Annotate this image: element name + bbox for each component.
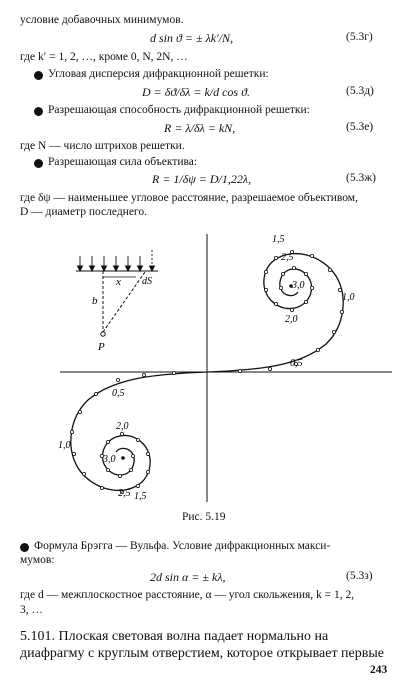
figure-caption: Рис. 5.19 <box>182 511 226 523</box>
equation-number: (5.3д) <box>346 85 374 97</box>
cornu-spiral-figure <box>0 226 406 506</box>
inset-geometry <box>76 250 158 353</box>
equation-5-3z: 2d sin α = ± kλ, <box>150 570 226 584</box>
equation-5-3d: D = δϑ/δλ = k/d cos ϑ. <box>142 85 250 99</box>
bullet-icon <box>34 71 43 80</box>
text-line: где k′ = 1, 2, …, кроме 0, N, 2N, … <box>20 51 188 63</box>
problem-5-101-line1: 5.101. Плоская световая волна падает нормально на <box>20 629 329 644</box>
text-line: D — диаметр последнего. <box>20 206 147 218</box>
equation-5-3g: d sin ϑ = ± λk′/N, <box>150 31 234 45</box>
bullet-icon <box>20 543 29 552</box>
text-line: где δψ — наименьшее угловое расстояние, разрешаемое объективом, <box>20 192 358 204</box>
label-ds: dS <box>142 276 152 287</box>
text-line: где d — межплоскостное расстояние, α — угол скольжения, k = 1, 2, <box>20 589 355 601</box>
label-1-0-lower: 1,0 <box>58 440 71 451</box>
equation-number: (5.3з) <box>346 570 373 582</box>
label-x: x <box>116 276 121 288</box>
text-line: где N — число штрихов решетки. <box>20 140 185 152</box>
bullet-icon <box>34 159 43 168</box>
label-3-0-upper: 3,0 <box>292 280 305 291</box>
problem-5-101-line2: диафрагму с круглым отверстием, которое открывает первые <box>20 646 384 661</box>
text-line: мумов: <box>20 554 55 566</box>
spiral-lower-branch <box>71 372 207 490</box>
bullet-text: Разрешающая способность дифракционной решетки: <box>48 104 310 116</box>
lower-focus-point <box>121 456 125 460</box>
label-1-0-upper: 1,0 <box>342 292 355 303</box>
equation-number: (5.3ж) <box>346 172 376 184</box>
page-number: 243 <box>370 664 388 676</box>
label-2-5-upper: 2,5 <box>281 252 294 263</box>
label-0-5-upper: 0,5 <box>290 358 303 369</box>
label-2-5-lower: 2,5 <box>118 488 131 499</box>
bullet-text: Формула Брэгга — Вульфа. Условие дифракционных макси- <box>34 540 331 552</box>
text-line: 3, … <box>20 604 43 616</box>
equation-5-3e: R = λ/δλ = kN, <box>164 121 236 135</box>
label-p: P <box>98 341 105 353</box>
label-1-5-upper: 1,5 <box>272 234 285 245</box>
bullet-text: Разрешающая сила объектива: <box>48 156 198 168</box>
bullet-text: Угловая дисперсия дифракционной решетки: <box>48 68 269 80</box>
spiral-upper-branch <box>207 254 343 372</box>
label-b: b <box>92 295 98 307</box>
bullet-icon <box>34 107 43 116</box>
label-2-0-upper: 2,0 <box>285 314 298 325</box>
equation-5-3zh: R = 1/δψ = D/1,22λ, <box>152 172 252 186</box>
label-0-5-lower: 0,5 <box>112 388 125 399</box>
label-2-0-lower: 2,0 <box>116 421 129 432</box>
text-line: условие добавочных минимумов. <box>20 14 184 26</box>
label-1-5-lower: 1,5 <box>134 491 147 502</box>
equation-number: (5.3е) <box>346 121 374 133</box>
label-3-0-lower: 3,0 <box>103 454 116 465</box>
equation-number: (5.3г) <box>346 31 373 43</box>
